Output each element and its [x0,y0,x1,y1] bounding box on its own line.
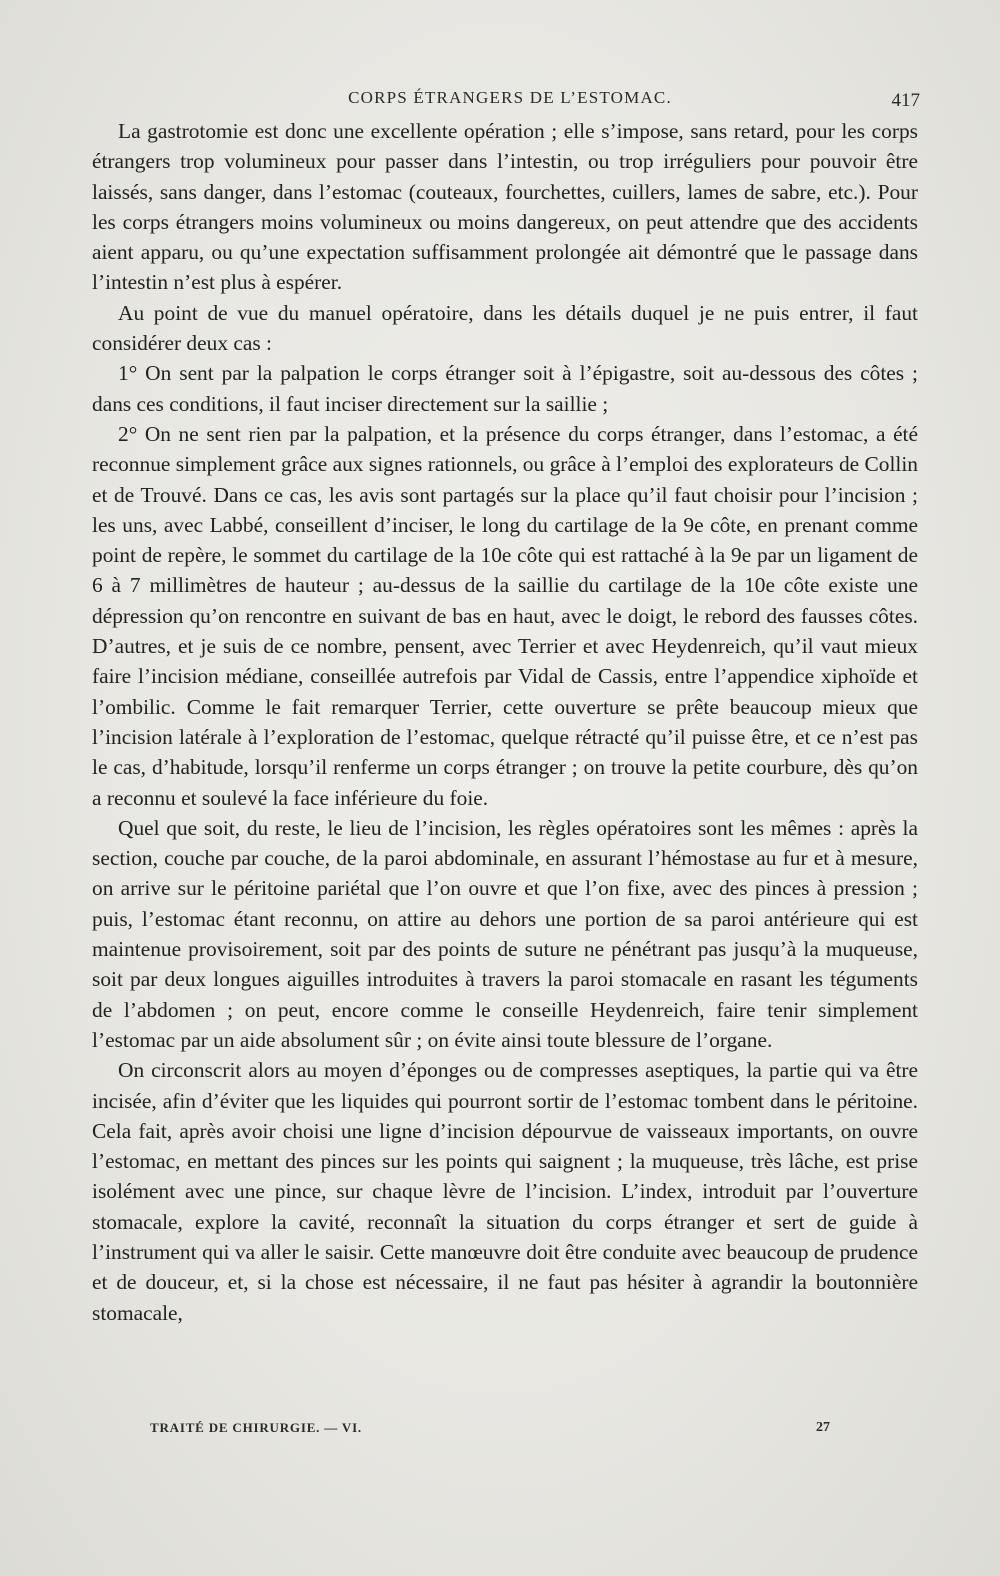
paragraph: On circonscrit alors au moyen d’éponges ou de compresses aseptiques, la partie qui va être incisée, afin d’éviter que les liquides qui pourront sortir de l’estomac tombent dans le péritoine. Cela fait, après avoir choisi une ligne d’incision dépourvue de vaisseaux importants, on ouvre l’estomac, en mettant des pinces sur les points qui saignent ; la muqueuse, très lâche, est prise isolément avec une pince, sur chaque lèvre de l’incision. L’index, introduit par l’ouverture stomacale, explore la cavité, reconnaît la situation du corps étranger et sert de guide à l’instrument qui va aller le saisir. Cette manœuvre doit être conduite avec beaucoup de prudence et de douceur, et, si la chose est nécessaire, il ne faut pas hésiter à agrandir la boutonnière stomacale, [92,1058,918,1325]
paragraph: 1° On sent par la palpation le corps étranger soit à l’épigastre, soit au-dessous des côtes ; dans ces conditions, il faut inciser directement sur la saillie ; [92,361,918,416]
paragraph: 2° On ne sent rien par la palpation, et la présence du corps étranger, dans l’estomac, a été reconnue simplement grâce aux signes rationnels, ou grâce à l’emploi des explorateurs de Collin et de Trouvé. Dans ce cas, les avis sont partagés sur la place qu’il faut choisir pour l’incision ; les uns, avec Labbé, conseillent d’inciser, le long du cartilage de la 9e côte, en prenant comme point de repère, le sommet du cartilage de la 10e côte qui est rattaché à la 9e par un ligament de 6 à 7 millimètres de hauteur ; au-dessus de la saillie du cartilage de la 10e côte existe une dépression qu’on rencontre en suivant de bas en haut, avec le doigt, le rebord des fausses côtes. D’autres, et je suis de ce nombre, pensent, avec Terrier et avec Heydenreich, qu’il vaut mieux faire l’incision médiane, conseillée autrefois par Vidal de Cassis, entre l’appendice xiphoïde et l’ombilic. Comme le fait remarquer Terrier, cette ouverture se prête beaucoup mieux que l’incision latérale à l’exploration de l’estomac, quelque rétracté qu’il puisse être, et ce n’est pas le cas, d’habitude, lorsqu’il renferme un corps étranger ; on trouve la petite courbure, dès qu’on a reconnu et soulevé la face inférieure du foie. [92,421,918,810]
body-text [92,116,918,1328]
sheet-number: 27 [816,1420,830,1435]
page-number: 417 [891,90,920,111]
running-title: CORPS ÉTRANGERS DE L’ESTOMAC. [348,88,672,107]
paragraph: La gastrotomie est donc une excellente opération ; elle s’impose, sans retard, pour les corps étrangers trop volumineux pour passer dans l’intestin, ou trop irréguliers pour pouvoir être laissés, sans danger, dans l’estomac (couteaux, fourchettes, cuillers, lames de sabre, etc.). Pour les corps étrangers moins volumineux ou moins dangereux, on peut attendre que des accidents aient apparu, ou qu’une expectation suffisamment prolongée ait démontré que le passage dans l’intestin n’est plus à espérer. [92,119,918,295]
signature-mark: TRAITÉ DE CHIRURGIE. — VI. [150,1420,362,1435]
paragraph: Au point de vue du manuel opératoire, dans les détails duquel je ne puis entrer, il faut considérer deux cas : [92,300,918,356]
page-footer [150,1420,830,1444]
running-header [100,88,920,118]
paragraph: Quel que soit, du reste, le lieu de l’incision, les règles opératoires sont les mêmes : après la section, couche par couche, de la paroi abdominale, en assurant l’hémostase au fur et à mesure, on arrive sur le péritoine pariétal que l’on ouvre et que l’on fixe, avec des pinces à pression ; puis, l’estomac étant reconnu, on attire au dehors une portion de sa paroi antérieure qui est maintenue provisoirement, soit par des points de suture ne pénétrant pas jusqu’à la muqueuse, soit par deux longues aiguilles introduites à travers la paroi stomacale en rasant les téguments de l’abdomen ; on peut, encore comme le conseille Heydenreich, faire tenir simplement l’estomac par un aide absolument sûr ; on évite ainsi toute blessure de l’organe. [92,815,918,1052]
